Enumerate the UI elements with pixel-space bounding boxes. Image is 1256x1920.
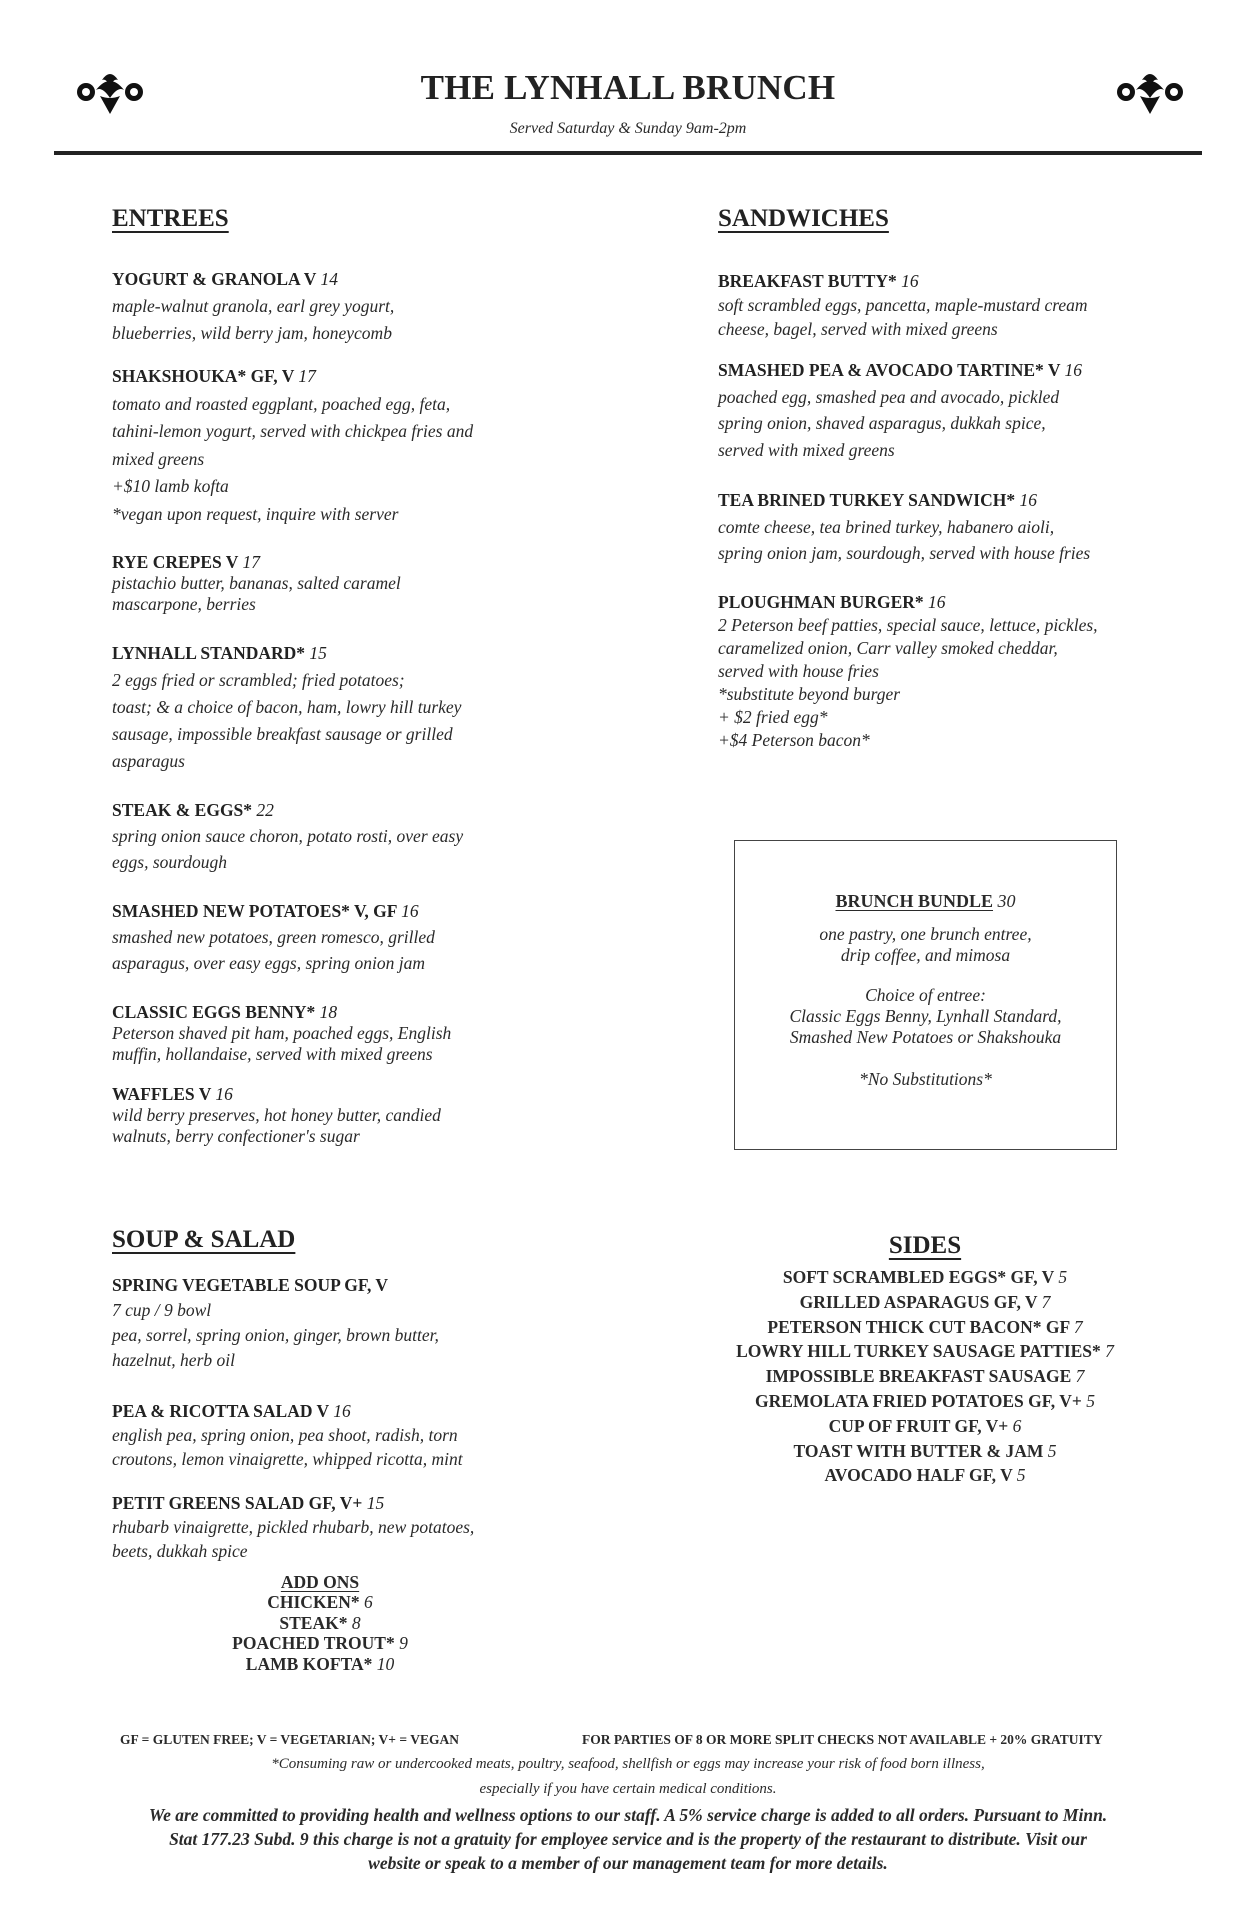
menu-item-description: + $2 fried egg*	[718, 707, 828, 727]
menu-item-name: LYNHALL STANDARD*	[112, 643, 306, 663]
entrees-heading: ENTREES	[112, 205, 229, 232]
service-charge-notice: We are committed to providing health and wellness options to our staff. A 5% service charge is added to all orders. Pursuant to Minn.	[148, 1805, 1108, 1825]
menu-item-name: YOGURT & GRANOLA V	[112, 269, 317, 289]
sandwiches-heading: SANDWICHES	[718, 205, 889, 232]
menu-item-description: wild berry preserves, hot honey butter, candied	[112, 1105, 441, 1125]
menu-item-name: SMASHED NEW POTATOES* V, GF	[112, 901, 397, 921]
bundle-title	[735, 891, 1116, 912]
menu-item	[112, 1002, 451, 1065]
addon-item-price: 6	[364, 1592, 373, 1612]
side-item-name: PETERSON THICK CUT BACON* GF	[767, 1316, 1070, 1337]
menu-item	[112, 1491, 474, 1563]
menu-item-name: STEAK & EGGS*	[112, 800, 253, 820]
bundle-line: drip coffee, and mimosa	[840, 945, 1011, 965]
menu-item-description: +$10 lamb kofta	[112, 476, 229, 496]
menu-item-name: PEA & RICOTTA SALAD V	[112, 1401, 329, 1421]
menu-item-price: 16	[1019, 490, 1037, 510]
menu-item-description: tomato and roasted eggplant, poached egg, feta,	[112, 393, 451, 414]
bundle-choice-label: Choice of entree:	[865, 985, 986, 1005]
side-item-price: 7	[1041, 1291, 1051, 1312]
menu-item-name: CLASSIC EGGS BENNY*	[112, 1002, 316, 1022]
menu-item-description: *substitute beyond burger	[718, 684, 901, 704]
menu-item	[112, 797, 463, 875]
menu-item-description: comte cheese, tea brined turkey, habanero aioli,	[718, 516, 1055, 537]
menu-item-price: 16	[215, 1084, 233, 1104]
menu-item	[112, 640, 461, 775]
menu-item-description: sausage, impossible breakfast sausage or grilled	[112, 724, 453, 744]
menu-item	[112, 1273, 439, 1373]
bundle-choice: Classic Eggs Benny, Lynhall Standard,	[789, 1006, 1062, 1026]
bundle-line: one pastry, one brunch entree,	[819, 924, 1032, 944]
menu-item	[112, 363, 473, 528]
addon-item-name: POACHED TROUT*	[232, 1633, 395, 1653]
menu-item-description: 7 cup / 9 bowl	[112, 1300, 212, 1320]
menu-item-description: pea, sorrel, spring onion, ginger, brown butter,	[112, 1325, 439, 1345]
menu-item-price: 15	[366, 1493, 385, 1513]
menu-item-description: spring onion, shaved asparagus, dukkah spice,	[718, 413, 1046, 433]
menu-item-description: maple-walnut granola, earl grey yogurt,	[112, 296, 395, 316]
menu-item-name-line	[112, 797, 463, 823]
menu-item-name-line	[112, 363, 473, 391]
menu-item	[112, 898, 435, 976]
side-item-name: SOFT SCRAMBLED EGGS* GF, V	[782, 1267, 1055, 1287]
menu-item-description: 2 eggs fried or scrambled; fried potatoes;	[112, 670, 405, 690]
menu-item-price: 17	[242, 552, 261, 572]
side-item-name: IMPOSSIBLE BREAKFAST SAUSAGE	[765, 1366, 1072, 1387]
side-item	[690, 1292, 1160, 1313]
side-item-price: 7	[1075, 1366, 1085, 1387]
menu-item-name: SMASHED PEA & AVOCADO TARTINE* V	[718, 360, 1061, 380]
menu-item-description: served with mixed greens	[718, 439, 895, 460]
header-divider	[54, 151, 1202, 155]
menu-item-name-line	[112, 1273, 439, 1298]
addon-item-name: LAMB KOFTA*	[245, 1653, 373, 1674]
menu-item-name-line	[718, 487, 1090, 514]
menu-item-description: Peterson shaved pit ham, poached eggs, English	[112, 1023, 452, 1043]
menu-item-price: 16	[901, 271, 919, 291]
menu-item-description: tahini-lemon yogurt, served with chickpea fries and	[112, 421, 474, 441]
menu-item-description: asparagus, over easy eggs, spring onion jam	[112, 953, 426, 973]
menu-item-description: mixed greens	[112, 448, 205, 469]
side-item-name: GREMOLATA FRIED POTATOES GF, V+	[755, 1391, 1082, 1411]
menu-item-description: rhubarb vinaigrette, pickled rhubarb, new potatoes,	[112, 1517, 475, 1537]
page-title: THE LYNHALL BRUNCH	[420, 68, 836, 107]
brunch-bundle-box	[734, 840, 1117, 1150]
addon-item	[200, 1592, 440, 1613]
menu-item-price: 16	[401, 901, 419, 921]
menu-item-name: SPRING VEGETABLE SOUP GF, V	[112, 1275, 389, 1295]
bundle-name: BRUNCH BUNDLE	[835, 891, 994, 911]
side-item-price: 5	[1058, 1267, 1068, 1287]
bundle-choice: Smashed New Potatoes or Shakshouka	[789, 1027, 1062, 1047]
addon-item-price: 9	[399, 1633, 408, 1653]
menu-item-name-line	[718, 357, 1082, 384]
sides-heading: SIDES	[888, 1232, 962, 1259]
menu-item-name: BREAKFAST BUTTY*	[718, 271, 897, 291]
side-item	[690, 1391, 1160, 1412]
menu-item-price: 22	[256, 800, 274, 820]
soup-salad-heading: SOUP & SALAD	[112, 1226, 296, 1253]
menu-item-name: TEA BRINED TURKEY SANDWICH*	[718, 490, 1016, 510]
menu-item-description: asparagus	[112, 751, 185, 771]
menu-item-name: WAFFLES V	[112, 1084, 212, 1104]
menu-item-name: SHAKSHOUKA* GF, V	[112, 366, 295, 386]
menu-item	[718, 487, 1090, 567]
menu-item-description: walnuts, berry confectioner's sugar	[112, 1126, 360, 1146]
menu-item	[112, 1084, 441, 1147]
menu-item	[718, 591, 1098, 752]
menu-item-name: PLOUGHMAN BURGER*	[718, 592, 924, 612]
bundle-price: 30	[997, 891, 1016, 911]
side-item-price: 6	[1012, 1415, 1022, 1436]
menu-item	[112, 266, 394, 347]
menu-item-description: croutons, lemon vinaigrette, whipped ricotta, mint	[112, 1449, 463, 1469]
menu-item-name-line	[112, 266, 394, 293]
menu-item-name-line	[112, 1491, 474, 1515]
side-item-price: 5	[1016, 1465, 1026, 1486]
menu-item-description: hazelnut, herb oil	[112, 1350, 235, 1370]
addons-heading: ADD ONS	[280, 1572, 360, 1592]
addon-item-name: STEAK*	[279, 1612, 348, 1633]
side-item	[690, 1267, 1160, 1288]
menu-item-description: mascarpone, berries	[112, 594, 256, 614]
menu-item-price: 15	[309, 643, 327, 663]
side-item-name: CUP OF FRUIT GF, V+	[828, 1415, 1009, 1436]
menu-item-description: soft scrambled eggs, pancetta, maple-mustard cream	[718, 295, 1088, 315]
side-item-name: LOWRY HILL TURKEY SAUSAGE PATTIES*	[736, 1341, 1101, 1362]
menu-item-description: *vegan upon request, inquire with server	[112, 503, 399, 524]
menu-item-price: 16	[928, 592, 946, 612]
menu-item-price: 17	[298, 366, 316, 386]
bundle-note: *No Substitutions*	[859, 1069, 992, 1089]
menu-item	[112, 552, 401, 615]
menu-item-name: PETIT GREENS SALAD GF, V+	[112, 1493, 363, 1513]
menu-item-description: poached egg, smashed pea and avocado, pickled	[718, 386, 1060, 407]
addon-item-price: 8	[351, 1612, 361, 1633]
addon-item	[200, 1654, 440, 1675]
side-item	[690, 1366, 1160, 1387]
menu-item-price: 18	[319, 1002, 338, 1022]
side-item-price: 7	[1105, 1341, 1114, 1362]
menu-item-description: blueberries, wild berry jam, honeycomb	[112, 323, 392, 343]
menu-item-description: beets, dukkah spice	[112, 1541, 248, 1561]
menu-item-description: cheese, bagel, served with mixed greens	[718, 319, 998, 339]
side-item	[690, 1441, 1160, 1462]
dietary-legend: GF = GLUTEN FREE; V = VEGETARIAN; V+ = VEGAN	[120, 1732, 459, 1747]
side-item-price: 5	[1086, 1391, 1095, 1411]
menu-item-description: pistachio butter, bananas, salted caramel	[112, 573, 401, 593]
menu-item-description: smashed new potatoes, green romesco, grilled	[112, 927, 435, 947]
side-item-name: AVOCADO HALF GF, V	[824, 1465, 1013, 1486]
menu-item-description: toast; & a choice of bacon, ham, lowry hill turkey	[112, 697, 462, 717]
service-charge-notice: website or speak to a member of our management team for more details.	[368, 1853, 888, 1873]
food-warning: *Consuming raw or undercooked meats, poultry, seafood, shellfish or eggs may increase your risk of food born illness,	[271, 1756, 985, 1772]
service-charge-notice: Stat 177.23 Subd. 9 this charge is not a gratuity for employee service and is the property of the restaurant to distribute. Visit our	[169, 1829, 1087, 1849]
menu-item-name-line	[112, 640, 461, 667]
menu-item-price: 16	[1064, 360, 1083, 380]
addon-item-price: 10	[376, 1653, 395, 1674]
menu-item	[112, 1399, 463, 1471]
menu-item-price: 16	[333, 1401, 351, 1421]
menu-item-price: 14	[320, 269, 338, 289]
side-item-price: 7	[1073, 1316, 1083, 1337]
menu-item-description: muffin, hollandaise, served with mixed greens	[112, 1044, 433, 1064]
menu-item-name-line	[112, 1399, 463, 1423]
menu-item-description: spring onion sauce choron, potato rosti, over easy	[112, 826, 464, 846]
side-item-name: TOAST WITH BUTTER & JAM	[793, 1440, 1044, 1461]
menu-item	[718, 357, 1082, 463]
menu-item-description: served with house fries	[718, 661, 879, 681]
menu-item-description: 2 Peterson beef patties, special sauce, lettuce, pickles,	[718, 615, 1098, 635]
side-item	[690, 1341, 1160, 1362]
menu-item-description: spring onion jam, sourdough, served with house fries	[718, 543, 1091, 563]
addon-item	[200, 1633, 440, 1654]
addon-item-name: CHICKEN*	[267, 1592, 360, 1612]
menu-item-name-line	[112, 898, 435, 924]
side-item-price: 5	[1047, 1440, 1057, 1461]
menu-item-name-line	[112, 1084, 441, 1105]
page-subtitle: Served Saturday & Sunday 9am-2pm	[509, 120, 747, 137]
menu-item-name-line	[112, 1002, 451, 1023]
menu-item	[718, 269, 1088, 341]
menu-item-name-line	[718, 269, 1088, 293]
menu-item-name: RYE CREPES V	[112, 552, 239, 572]
side-item	[690, 1465, 1160, 1486]
side-item	[690, 1317, 1160, 1338]
food-warning: especially if you have certain medical conditions.	[479, 1781, 777, 1797]
menu-item-name-line	[718, 591, 1098, 614]
menu-item-description: eggs, sourdough	[112, 852, 228, 872]
side-item	[690, 1416, 1160, 1437]
addon-item	[200, 1613, 440, 1634]
menu-item-description: caramelized onion, Carr valley smoked cheddar,	[718, 638, 1058, 658]
menu-item-description: +$4 Peterson bacon*	[718, 730, 870, 750]
menu-item-name-line	[112, 552, 401, 573]
side-item-name: GRILLED ASPARAGUS GF, V	[799, 1291, 1038, 1312]
menu-item-description: english pea, spring onion, pea shoot, radish, torn	[112, 1425, 458, 1445]
parties-notice: FOR PARTIES OF 8 OR MORE SPLIT CHECKS NOT AVAILABLE + 20% GRATUITY	[582, 1732, 1103, 1747]
